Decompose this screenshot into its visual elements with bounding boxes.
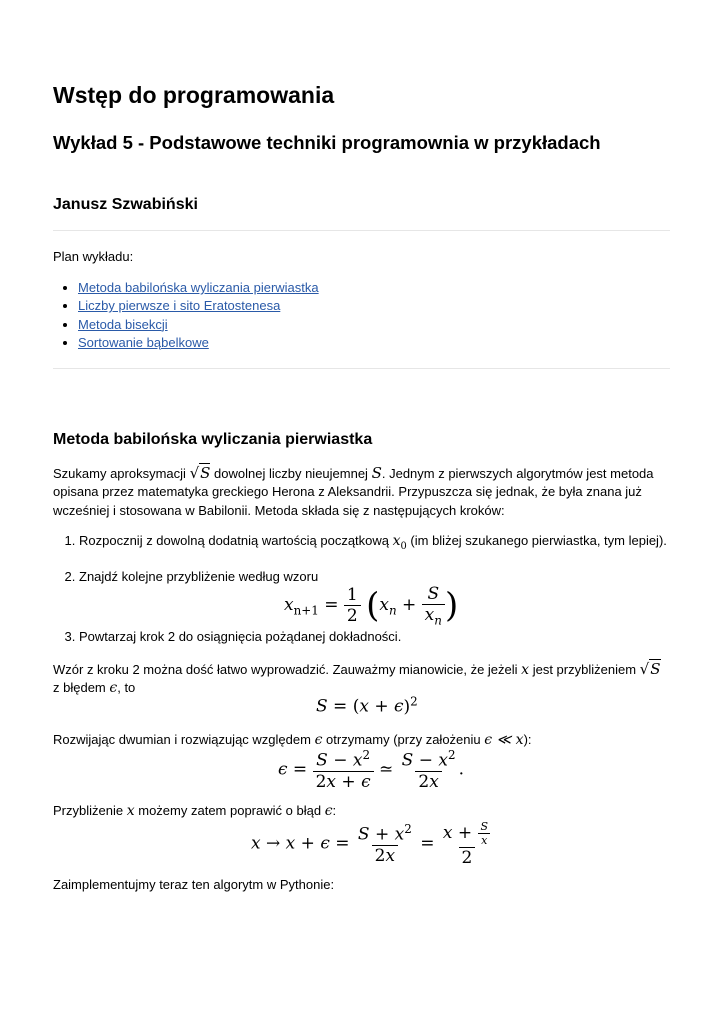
divider-bottom: [53, 368, 670, 369]
table-of-contents: [62, 279, 319, 352]
step1-text-a: Rozpocznij z dowolną dodatnią wartością początkową: [79, 533, 390, 548]
improve-text-1: Przybliżenie: [53, 803, 124, 818]
plan-label: Plan wykładu:: [53, 249, 134, 264]
improve-text-3: :: [332, 803, 337, 818]
lecture-subtitle: Wykład 5 - Podstawowe techniki programownia w przykładach: [53, 132, 601, 153]
toc-item: [78, 334, 319, 352]
step3-text: Powtarzaj krok 2 do osiągnięcia pożądanej dokładności.: [79, 629, 402, 644]
update-equation: x → x + ϵ = $\frac{S + x^2}{2x}$ = x + $\frac{S}{x}$ 2: [251, 820, 494, 868]
symbol-x: x: [521, 662, 530, 678]
step1-text-b: (im bliżej szukanego pierwiastka, tym lepiej).: [410, 533, 667, 548]
sqrt-s-symbol: √S: [639, 660, 661, 678]
intro-text-1: Szukamy aproksymacji: [53, 466, 186, 481]
symbol-x: x: [126, 803, 135, 819]
improvement-paragraph: [53, 802, 670, 820]
heron-formula: $x_{n+1}$ = $\frac{1}{2}$ ($x_n$ + $\frac{S}{x_n}$ ): [284, 584, 459, 628]
sqrt-s-symbol: √S: [189, 464, 211, 482]
step-item: [79, 532, 689, 568]
author-name: Janusz Szwabiński: [53, 196, 198, 213]
divider-top: [53, 230, 670, 231]
symbol-epsilon: ϵ: [314, 732, 323, 748]
derivation-paragraph: [53, 660, 670, 698]
intro-text-2: dowolnej liczby nieujemnej: [214, 466, 368, 481]
implement-text: Zaimplementujmy teraz ten algorytm w Pythonie:: [53, 877, 335, 892]
intro-text-3: . Jednym z pierwszych algorytmów jest metoda opisana przez matematyka greckiego Herona z Aleksandrii. Przypuszcza się jednak, że była znana już wcześniej i stosowana w Babilonii. Metoda składa się z następujących kroków:: [53, 466, 654, 518]
toc-link-primes[interactable]: Liczby pierwsze i sito Eratostenesa: [78, 298, 281, 314]
symbol-epsilon: ϵ: [109, 680, 118, 697]
binom-text-3: ):: [523, 732, 532, 747]
symbol-x0: $x_0$: [392, 533, 407, 552]
derive-text-2: jest przybliżeniem: [532, 662, 637, 677]
epsilon-equation: ϵ = $\frac{S - x^2}{2x + \epsilon}$ ≃ $\frac{S - x^2}{2x}$ .: [278, 748, 464, 792]
improve-text-2: możemy zatem poprawić o błąd: [138, 803, 322, 818]
toc-item: [78, 316, 319, 334]
toc-link-bubble-sort[interactable]: Sortowanie bąbelkowe: [78, 334, 209, 350]
toc-item: [78, 279, 319, 297]
binomial-paragraph: [53, 731, 670, 749]
binom-text-2: otrzymamy (przy założeniu: [326, 732, 481, 747]
binom-text-1: Rozwijając dwumian i rozwiązując względem: [53, 732, 311, 747]
derive-text-3: z błędem: [53, 680, 106, 696]
derive-text-1: Wzór z kroku 2 można dość łatwo wyprowadzić. Zauważmy mianowicie, że jeżeli: [53, 662, 518, 677]
toc-item: [78, 297, 319, 315]
page-title: Wstęp do programowania: [53, 82, 335, 108]
square-equation: $S = (x + \epsilon)^2$: [316, 694, 418, 717]
section-heading: Metoda babilońska wyliczania pierwiastka: [53, 431, 373, 448]
assumption-symbol: ϵ ≪ x: [484, 732, 524, 748]
step2-text: Znajdź kolejne przybliżenie według wzoru: [79, 569, 319, 584]
toc-link-bisection[interactable]: Metoda bisekcji: [78, 316, 168, 332]
symbol-epsilon: ϵ: [324, 803, 333, 819]
toc-link-babylonian[interactable]: Metoda babilońska wyliczania pierwiastka: [78, 280, 319, 295]
derive-text-4: , to: [117, 680, 136, 696]
symbol-s: S: [371, 464, 382, 482]
intro-paragraph: [53, 464, 670, 520]
step-item: [79, 628, 689, 646]
